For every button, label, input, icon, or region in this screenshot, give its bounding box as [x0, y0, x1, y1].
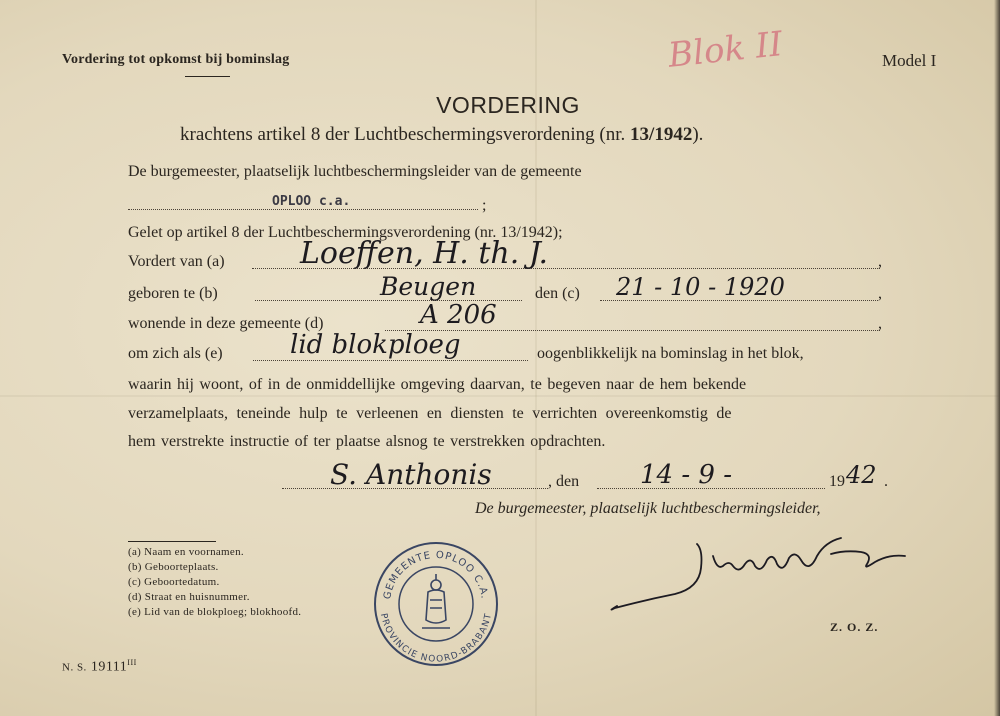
- subtitle-number: 13/1942: [630, 124, 693, 145]
- place-handwritten: S. Anthonis: [330, 458, 492, 491]
- form-heading: Vordering tot opkomst bij bominslag: [62, 52, 290, 67]
- paper-fold-horizontal: [0, 395, 1000, 397]
- vordert-label: Vordert van (a): [128, 253, 225, 270]
- den-handwritten-date: 21 - 10 - 1920: [616, 273, 785, 301]
- om-dotted-line: [253, 360, 528, 361]
- seal-top-text: GEMEENTE OPLOO C.A.: [382, 549, 490, 601]
- municipal-seal: [372, 540, 500, 668]
- year-printed: 19: [829, 473, 845, 490]
- place-den-label: , den: [548, 473, 580, 490]
- seal-bottom-text: PROVINCIE NOORD-BRABANT: [377, 612, 495, 665]
- gemeente-dotted-line: [128, 209, 478, 210]
- geboren-label: geboren te (b): [128, 285, 218, 302]
- year-handwritten: 42: [846, 461, 877, 489]
- document-title: VORDERING: [436, 92, 580, 118]
- om-rest-text: oogenblikkelijk na bominslag in het blok,: [537, 345, 804, 362]
- gemeente-semicolon: ;: [482, 197, 487, 214]
- date-handwritten: 14 - 9 -: [640, 460, 732, 490]
- turn-over-label: Z. O. Z.: [830, 620, 879, 634]
- vordert-comma: ,: [878, 253, 882, 270]
- paragraph-line-2: verzamelplaats, teneinde hulp te verleenen en diensten te verrichten overeenkomstig de: [128, 405, 732, 422]
- form-number: [62, 658, 137, 676]
- document-subtitle: [180, 124, 703, 146]
- ns-superscript: III: [127, 658, 137, 667]
- note-b: (b) Geboorteplaats.: [128, 561, 219, 573]
- gelet-line: Gelet op artikel 8 der Luchtbeschermingsverordening (nr. 13/1942);: [128, 224, 563, 241]
- note-d: (d) Straat en huisnummer.: [128, 591, 250, 603]
- om-label: om zich als (e): [128, 345, 223, 362]
- wonende-handwritten-address: A 206: [420, 300, 497, 330]
- note-e: (e) Lid van de blokploeg; blokhoofd.: [128, 606, 302, 618]
- subtitle-suffix: ).: [692, 124, 704, 145]
- seal-emblem-icon: [422, 574, 450, 628]
- paragraph-line-3: hem verstrekte instructie of ter plaatse alsnog te verstrekken opdrachten.: [128, 433, 606, 450]
- signer-label: De burgemeester, plaatselijk luchtbeschermingsleider,: [475, 500, 821, 517]
- model-label: Model I: [882, 51, 937, 70]
- wonende-comma: ,: [878, 315, 882, 332]
- red-stamp: Blok II: [666, 24, 785, 76]
- ns-label: N. S.: [62, 661, 87, 674]
- vordert-handwritten-name: Loeffen, H. th. J.: [300, 236, 549, 271]
- intro-line: De burgemeester, plaatselijk luchtbeschermingsleider van de gemeente: [128, 163, 582, 180]
- den-label: den (c): [535, 285, 580, 302]
- heading-underline: [185, 76, 230, 77]
- notes-rule: [128, 541, 216, 542]
- signature-mark: [605, 530, 915, 620]
- geboren-handwritten-place: Beugen: [380, 272, 477, 301]
- note-c: (c) Geboortedatum.: [128, 576, 220, 588]
- subtitle-prefix: krachtens artikel 8 der Luchtbeschermingsverordening (nr.: [180, 124, 631, 145]
- ns-number: 19111: [90, 659, 128, 675]
- gemeente-typed-value: OPLOO c.a.: [272, 194, 351, 209]
- note-a: (a) Naam en voornamen.: [128, 546, 244, 558]
- om-handwritten-role: lid blokploeg: [290, 330, 461, 360]
- geboren-comma: ,: [878, 285, 882, 302]
- year-period: .: [884, 473, 888, 490]
- wonende-label: wonende in deze gemeente (d): [128, 315, 324, 332]
- paragraph-line-1: waarin hij woont, of in de onmiddellijke omgeving daarvan, te begeven naar de hem bekende: [128, 376, 747, 393]
